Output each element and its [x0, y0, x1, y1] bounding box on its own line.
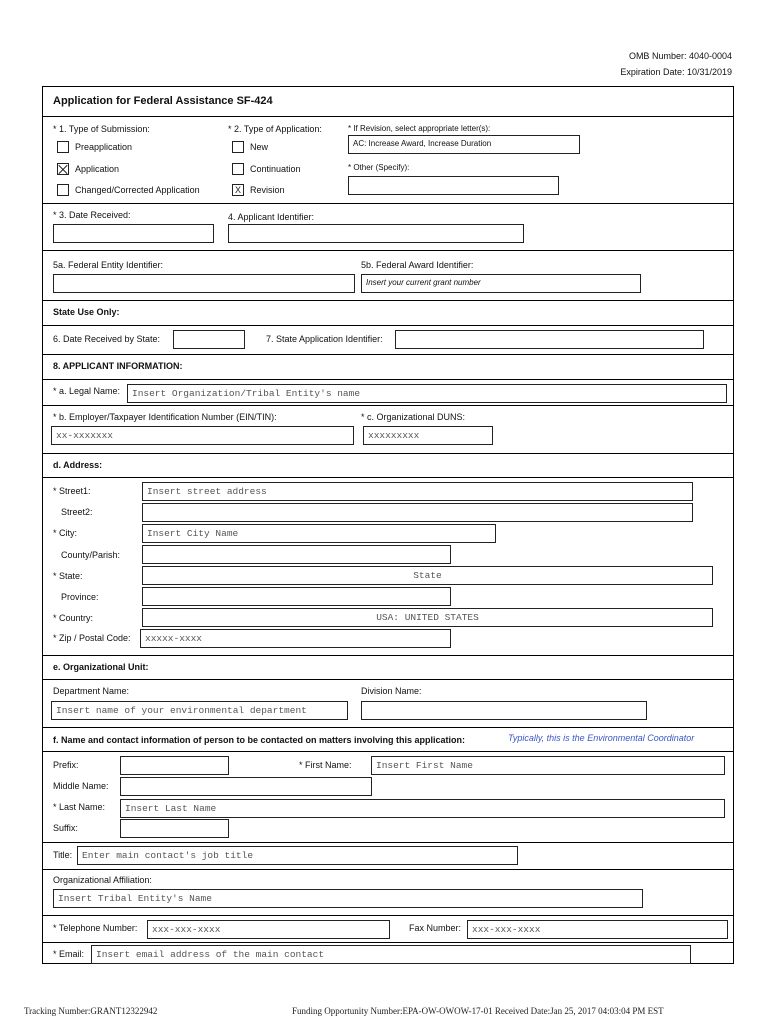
state-application-label: 7. State Application Identifier: [266, 334, 383, 344]
other-specify-label: * Other (Specify): [348, 163, 410, 172]
form-title: Application for Federal Assistance SF-424 [53, 95, 273, 107]
telephone-field[interactable]: xxx-xxx-xxxx [147, 920, 390, 939]
federal-award-label: 5b. Federal Award Identifier: [361, 260, 474, 270]
organizational-unit-heading: e. Organizational Unit: [53, 662, 149, 672]
sf424-form [42, 86, 734, 964]
preapplication-label: Preapplication [75, 142, 133, 152]
federal-award-field[interactable]: Insert your current grant number [361, 274, 641, 293]
legal-name-field[interactable]: Insert Organization/Tribal Entity's name [127, 384, 727, 403]
applicant-identifier-label: 4. Applicant Identifier: [228, 212, 315, 222]
preapplication-checkbox[interactable] [57, 141, 69, 153]
funding-opportunity: Funding Opportunity Number:EPA-OW-OWOW-17-01 Received Date:Jan 25, 2017 04:03:04 PM EST [292, 1006, 664, 1016]
revision-letter-field[interactable]: AC: Increase Award, Increase Duration [348, 135, 580, 154]
applicant-identifier-field[interactable] [228, 224, 524, 243]
duns-field[interactable]: xxxxxxxxx [363, 426, 493, 445]
zip-field[interactable]: xxxxx-xxxx [140, 629, 451, 648]
expiration-date: Expiration Date: 10/31/2019 [620, 67, 732, 77]
omb-number: OMB Number: 4040-0004 [628, 51, 732, 61]
organizational-affiliation-field[interactable]: Insert Tribal Entity's Name [53, 889, 643, 908]
type-of-submission-label: * 1. Type of Submission: [53, 124, 150, 134]
title-field[interactable]: Enter main contact's job title [77, 846, 518, 865]
changed-corrected-label: Changed/Corrected Application [75, 185, 200, 195]
revision-label: Revision [250, 185, 285, 195]
continuation-label: Continuation [250, 164, 301, 174]
tracking-number: Tracking Number:GRANT12322942 [24, 1006, 158, 1016]
application-checkbox[interactable] [57, 163, 69, 175]
province-field[interactable] [142, 587, 451, 606]
revision-letter-label: * If Revision, select appropriate letter(s): [348, 124, 491, 133]
last-name-field[interactable]: Insert Last Name [120, 799, 725, 818]
organizational-affiliation-label: Organizational Affiliation: [53, 875, 152, 885]
contact-note: Typically, this is the Environmental Coordinator [508, 733, 695, 743]
date-received-field[interactable] [53, 224, 214, 243]
date-received-by-state-field[interactable] [173, 330, 245, 349]
division-name-field[interactable] [361, 701, 647, 720]
country-label: * Country: [53, 613, 94, 623]
middle-name-field[interactable] [120, 777, 372, 796]
state-field[interactable]: State [142, 566, 713, 585]
city-label: * City: [53, 528, 78, 538]
continuation-checkbox[interactable] [232, 163, 244, 175]
street1-label: * Street1: [53, 486, 91, 496]
application-label: Application [75, 164, 120, 174]
email-label: * Email: [53, 949, 85, 959]
street2-field[interactable] [142, 503, 693, 522]
email-field[interactable]: Insert email address of the main contact [91, 945, 691, 964]
prefix-label: Prefix: [53, 760, 79, 770]
address-heading: d. Address: [53, 460, 103, 470]
state-label: * State: [53, 571, 83, 581]
country-field[interactable]: USA: UNITED STATES [142, 608, 713, 627]
city-field[interactable]: Insert City Name [142, 524, 496, 543]
contact-heading: f. Name and contact information of person to be contacted on matters involving this application: [53, 735, 466, 745]
title-label: Title: [53, 850, 73, 860]
ein-label: * b. Employer/Taxpayer Identification Number (EIN/TIN): [53, 412, 277, 422]
federal-entity-field[interactable] [53, 274, 355, 293]
legal-name-label: * a. Legal Name: [53, 386, 121, 396]
type-of-application-label: * 2. Type of Application: [228, 124, 322, 134]
state-application-field[interactable] [395, 330, 704, 349]
county-field[interactable] [142, 545, 451, 564]
date-received-by-state-label: 6. Date Received by State: [53, 334, 161, 344]
new-checkbox[interactable] [232, 141, 244, 153]
suffix-label: Suffix: [53, 823, 78, 833]
changed-corrected-checkbox[interactable] [57, 184, 69, 196]
middle-name-label: Middle Name: [53, 781, 109, 791]
ein-field[interactable]: xx-xxxxxxx [51, 426, 354, 445]
street1-field[interactable]: Insert street address [142, 482, 693, 501]
province-label: Province: [61, 592, 99, 602]
date-received-label: * 3. Date Received: [53, 210, 131, 220]
suffix-field[interactable] [120, 819, 229, 838]
department-name-field[interactable]: Insert name of your environmental department [51, 701, 348, 720]
zip-label: * Zip / Postal Code: [53, 633, 131, 643]
county-label: County/Parish: [61, 550, 121, 560]
department-name-label: Department Name: [53, 686, 130, 696]
telephone-label: * Telephone Number: [53, 923, 138, 933]
federal-entity-label: 5a. Federal Entity Identifier: [53, 260, 164, 270]
duns-label: * c. Organizational DUNS: [361, 412, 466, 422]
applicant-information-heading: 8. APPLICANT INFORMATION: [53, 361, 183, 371]
fax-label: Fax Number: [409, 923, 462, 933]
first-name-label: * First Name: [299, 760, 352, 770]
last-name-label: * Last Name: [53, 802, 106, 812]
other-specify-field[interactable] [348, 176, 559, 195]
fax-field[interactable]: xxx-xxx-xxxx [467, 920, 728, 939]
street2-label: Street2: [61, 507, 93, 517]
state-use-heading: State Use Only: [53, 307, 120, 317]
prefix-field[interactable] [120, 756, 229, 775]
division-name-label: Division Name: [361, 686, 422, 696]
new-label: New [250, 142, 269, 152]
revision-checkbox[interactable]: X [232, 184, 244, 196]
first-name-field[interactable]: Insert First Name [371, 756, 725, 775]
